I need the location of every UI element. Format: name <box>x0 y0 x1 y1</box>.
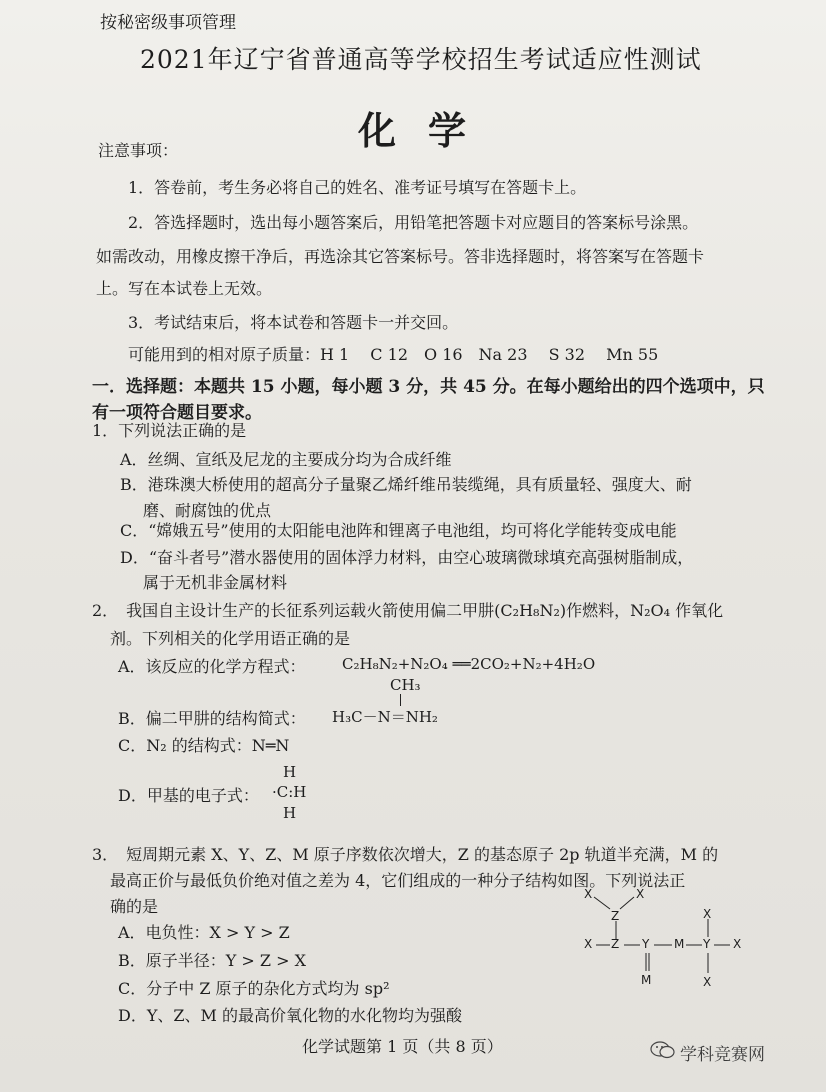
section-1-line-1: 一．选择题：本题共 15 小题，每小题 3 分，共 45 分。在每小题给出的四个选项中，只 <box>92 377 765 397</box>
atom-x-3: X <box>703 907 712 921</box>
q3-option-d: D．Y、Z、M 的最高价氧化物的水化物均为强酸 <box>118 1006 462 1025</box>
q3-stem-line-2: 最高正价与最低负价绝对值之差为 4，它们组成的一种分子结构如图。下列说法正 <box>110 871 686 890</box>
atom-m-2: M <box>641 973 652 987</box>
q3-option-c: C．分子中 Z 原子的杂化方式均为 sp² <box>118 979 390 998</box>
q3-stem-line-1: 3． 短周期元素 X、Y、Z、M 原子序数依次增大，Z 的基态原子 2p 轨道半充满，M 的 <box>92 845 719 864</box>
q1-option-b-line-1: B．港珠澳大桥使用的超高分子量聚乙烯纤维吊装缆绳，具有质量轻、强度大、耐 <box>120 475 692 494</box>
q3-option-b: B．原子半径：Y > Z > X <box>118 951 306 970</box>
q1-option-d-line-1: D．“奋斗者号”潜水器使用的固体浮力材料，由空心玻璃微球填充高强树脂制成， <box>120 548 694 567</box>
atom-z-1: Z <box>611 909 620 923</box>
q1-stem: 1．下列说法正确的是 <box>92 421 247 440</box>
section-1-line-2: 有一项符合题目要求。 <box>92 403 262 423</box>
atom-y-1: Y <box>642 937 650 951</box>
wechat-icon <box>650 1040 676 1060</box>
q2-stem-line-1: 2． 我国自主设计生产的长征系列运载火箭使用偏二甲肼(C₂H₈N₂)作燃料，N₂O₄ 作氧化 <box>92 601 724 620</box>
secret-label: 按秘密级事项管理 <box>100 13 236 33</box>
q2-equation: C₂H₈N₂+N₂O₄ ══2CO₂+N₂+4H₂O <box>342 655 596 673</box>
notice-line-5: 3．考试结束后，将本试卷和答题卡一并交回。 <box>128 313 459 332</box>
atomic-masses: 可能用到的相对原子质量：H 1 C 12 O 16 Na 23 S 32 Mn 55 <box>128 345 659 364</box>
q3-option-a: A．电负性：X > Y > Z <box>118 923 290 942</box>
notice-line-4: 上。写在本试卷上无效。 <box>96 279 273 298</box>
q2-stem-line-2: 剂。下列相关的化学用语正确的是 <box>110 629 351 648</box>
atom-x-5: X <box>733 937 742 951</box>
notice-line-1: 1．答卷前，考生务必将自己的姓名、准考证号填写在答题卡上。 <box>128 178 587 197</box>
watermark-text: 学科竞赛网 <box>680 1045 765 1065</box>
electron-h-top: H <box>283 763 297 781</box>
q2-structure-formula: H₃C－N＝NH₂ <box>332 708 438 726</box>
q1-option-d-line-2: 属于无机非金属材料 <box>143 573 288 592</box>
notice-heading: 注意事项： <box>98 141 179 160</box>
q2-ch3: CH₃ <box>390 676 421 694</box>
subject-title: 化学 <box>358 108 499 153</box>
atom-y-2: Y <box>703 937 711 951</box>
electron-h-bottom: H <box>283 804 297 822</box>
q2-bond-vertical <box>400 694 401 706</box>
page-footer: 化学试题第 1 页（共 8 页） <box>302 1037 503 1056</box>
q2-option-c: C．N₂ 的结构式：N═N <box>118 736 290 755</box>
atom-x-1: X <box>584 887 593 901</box>
q2-option-b-label: B．偏二甲肼的结构简式： <box>118 709 306 728</box>
electron-formula-center: ·C:H <box>272 783 307 801</box>
atom-m-1: M <box>674 937 685 951</box>
atom-z-2: Z <box>611 937 620 951</box>
q2-option-d-label: D．甲基的电子式： <box>118 786 259 805</box>
atom-x-4: X <box>584 937 593 951</box>
notice-line-3: 如需改动，用橡皮擦干净后，再选涂其它答案标号。答非选择题时，将答案写在答题卡 <box>96 247 705 266</box>
q2-option-a-label: A．该反应的化学方程式： <box>118 657 306 676</box>
exam-title: 2021年辽宁省普通高等学校招生考试适应性测试 <box>140 45 702 74</box>
q1-option-c: C．“嫦娥五号”使用的太阳能电池阵和锂离子电池组，均可将化学能转变成电能 <box>120 521 677 540</box>
q3-stem-line-3: 确的是 <box>110 897 159 916</box>
atom-x-2: X <box>636 887 645 901</box>
q1-option-b-line-2: 磨、耐腐蚀的优点 <box>143 501 272 520</box>
notice-line-2: 2．答选择题时，选出每小题答案后，用铅笔把答题卡对应题目的答案标号涂黑。 <box>128 213 699 232</box>
molecule-structure-diagram <box>582 885 762 995</box>
q1-option-a: A．丝绸、宣纸及尼龙的主要成分均为合成纤维 <box>120 450 452 469</box>
atom-x-6: X <box>703 975 712 989</box>
